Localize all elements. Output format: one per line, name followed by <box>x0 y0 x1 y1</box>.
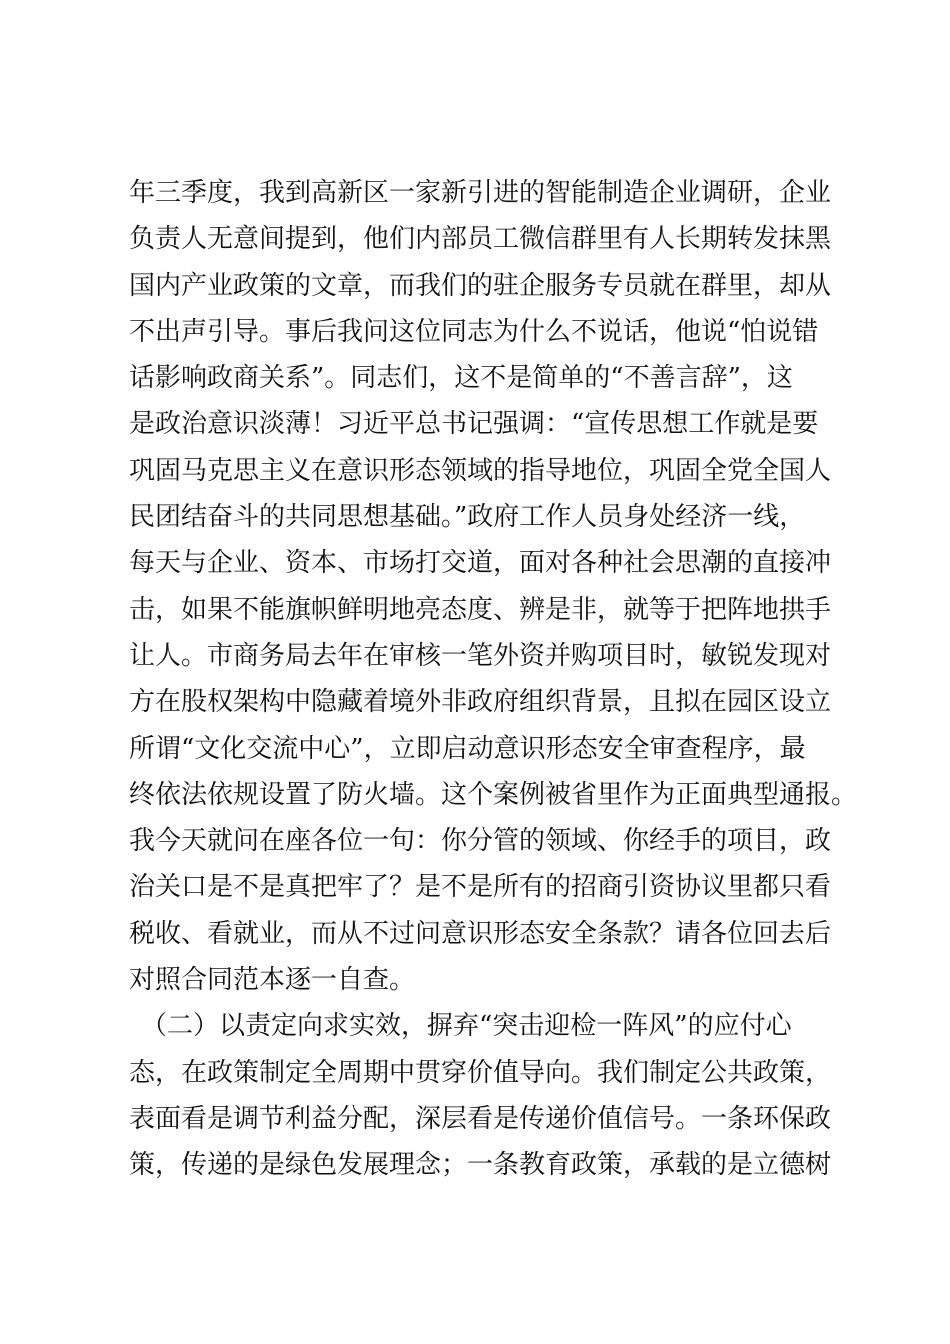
text-line: 国内产业政策的文章，而我们的驻企服务专员就在群里，却从 <box>129 270 832 301</box>
text-line: 方在股权架构中隐藏着境外非政府组织背景，且拟在园区设立 <box>129 687 832 718</box>
text-line: 让人。市商务局去年在审核一笔外资并购项目时，敏锐发现对 <box>129 640 832 671</box>
text-line: 负责人无意间提到，他们内部员工微信群里有人长期转发抹黑 <box>129 224 832 255</box>
text-line: 年三季度，我到高新区一家新引进的智能制造企业调研，企业 <box>129 178 832 208</box>
text-line: 对照合同范本逐一自查。 <box>129 965 416 996</box>
text-line: 每天与企业、资本、市场打交道，面对各种社会思潮的直接冲 <box>129 548 832 579</box>
text-line: 态，在政策制定全周期中贯穿价值导向。我们制定公共政策， <box>129 1057 832 1088</box>
body-text <box>129 170 858 1189</box>
text-line: 不出声引导。事后我问这位同志为什么不说话，他说“怕说错 <box>129 316 819 347</box>
text-line: 是政治意识淡薄！习近平总书记强调：“宣传思想工作就是要 <box>129 409 819 440</box>
text-line: 终依法依规设置了防火墙。这个案例被省里作为正面典型通报。 <box>129 779 858 810</box>
text-line: 击，如果不能旗帜鲜明地亮态度、辨是非，就等于把阵地拱手 <box>129 594 832 625</box>
text-line: （二）以责定向求实效，摒弃“突击迎检一阵风”的应付心 <box>141 1011 792 1042</box>
text-line: 我今天就问在座各位一句：你分管的领域、你经手的项目，政 <box>129 826 832 857</box>
text-line: 所谓“文化交流中心”，立即启动意识形态安全审查程序，最 <box>129 733 806 764</box>
text-line: 税收、看就业，而从不过问意识形态安全条款？请各位回去后 <box>129 918 832 949</box>
text-line: 治关口是不是真把牢了？是不是所有的招商引资协议里都只看 <box>129 872 832 903</box>
text-line: 话影响政商关系”。同志们，这不是简单的“不善言辞”，这 <box>129 363 793 394</box>
text-line: 巩固马克思主义在意识形态领域的指导地位，巩固全党全国人 <box>129 455 832 486</box>
text-line: 民团结奋斗的共同思想基础。”政府工作人员身处经济一线， <box>129 502 806 533</box>
text-line: 表面看是调节利益分配，深层看是传递价值信号。一条环保政 <box>129 1103 832 1134</box>
text-line: 策，传递的是绿色发展理念；一条教育政策，承载的是立德树 <box>129 1150 832 1181</box>
